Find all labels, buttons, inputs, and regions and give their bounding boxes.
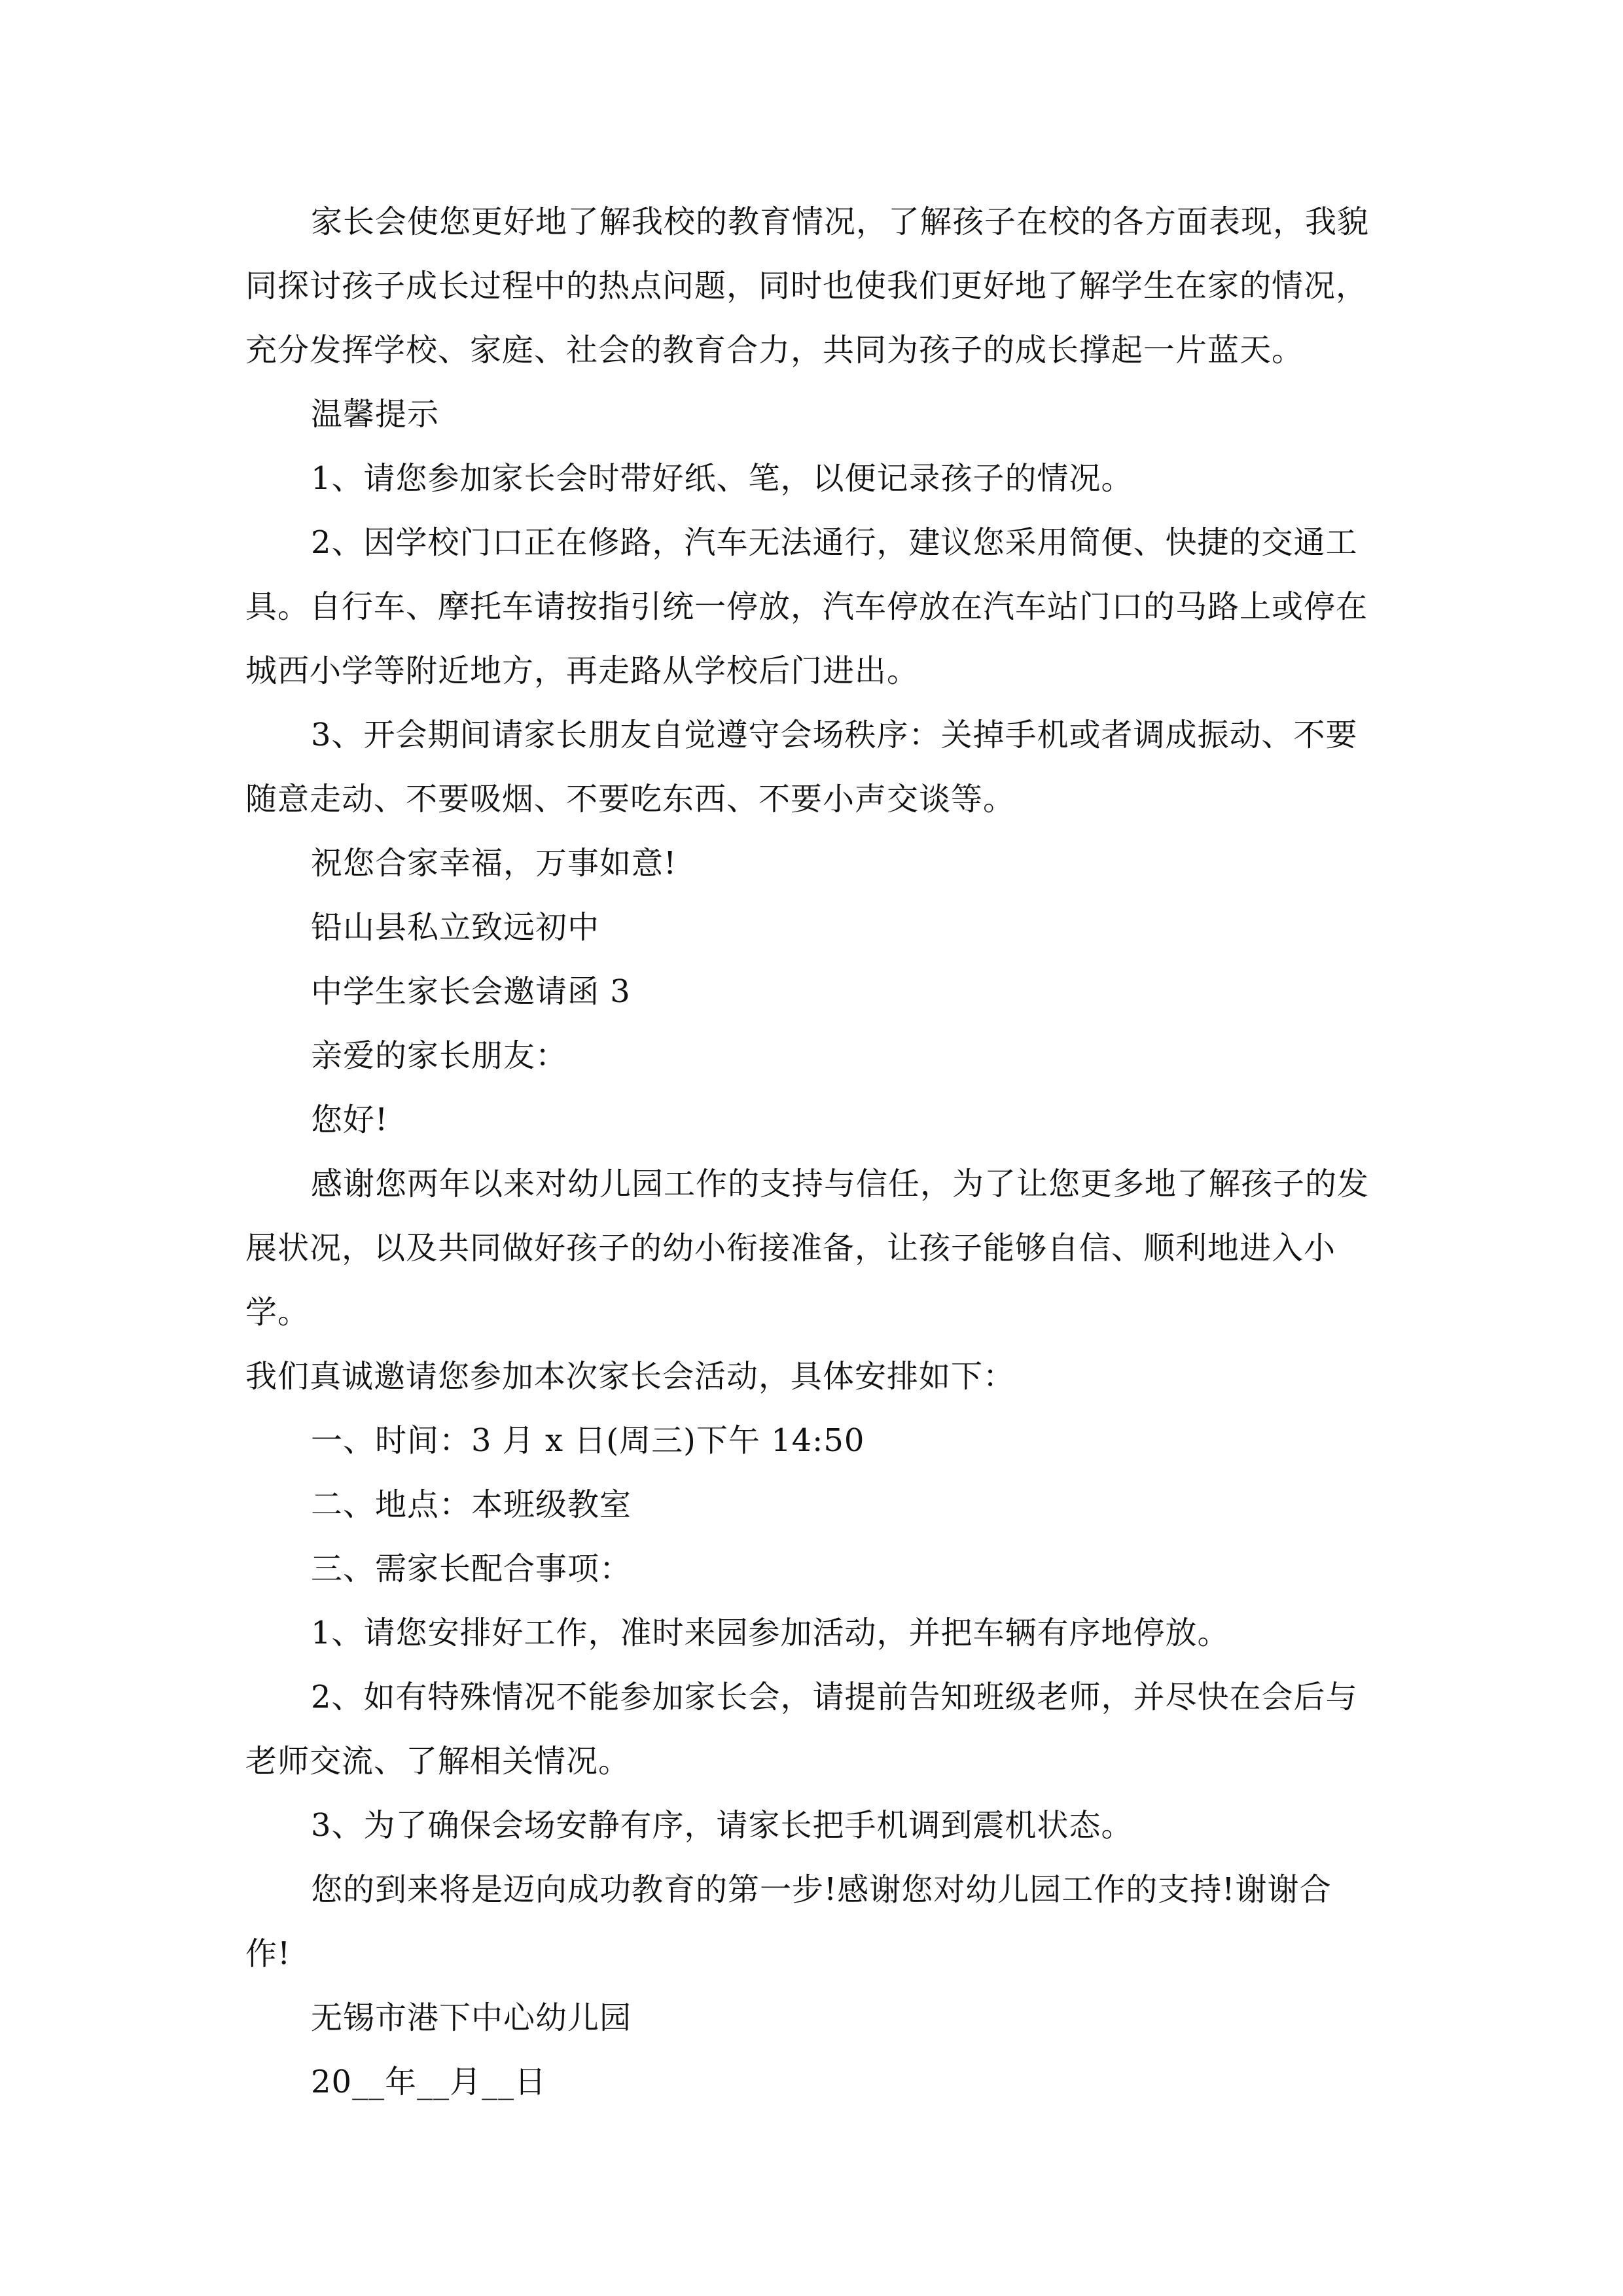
notice-item-2-line-2: 具。自行车、摩托车请按指引统一停放，汽车停放在汽车站门口的马路上或停在: [245, 588, 1368, 625]
blessing-line: 祝您合家幸福，万事如意!: [311, 845, 677, 882]
paragraph-line: 充分发挥学校、家庭、社会的教育合力，共同为孩子的成长撑起一片蓝天。: [245, 332, 1304, 368]
notice-item-1: 1、请您参加家长会时带好纸、笔，以便记录孩子的情况。: [311, 460, 1133, 497]
cooperation-item-3: 3、为了确保会场安静有序，请家长把手机调到震机状态。: [311, 1807, 1133, 1844]
notice-item-3-line-2: 随意走动、不要吸烟、不要吃东西、不要小声交谈等。: [245, 781, 1016, 817]
paragraph-line: 同探讨孩子成长过程中的热点问题，同时也使我们更好地了解学生在家的情况，: [245, 268, 1368, 304]
cooperation-item-1: 1、请您安排好工作，准时来园参加活动，并把车辆有序地停放。: [311, 1615, 1230, 1651]
cooperation-item-2-line-1: 2、如有特殊情况不能参加家长会，请提前告知班级老师，并尽快在会后与: [311, 1679, 1358, 1715]
time-line: 一、时间：3 月 x 日(周三)下午 14:50: [311, 1422, 865, 1459]
invitation-body-line-3: 我们真诚邀请您参加本次家长会活动，具体安排如下：: [245, 1358, 1016, 1395]
section-heading: 温馨提示: [311, 396, 440, 433]
kindergarten-signature: 无锡市港下中心幼儿园: [311, 2000, 632, 2036]
notice-item-3-line-1: 3、开会期间请家长朋友自觉遵守会场秩序：关掉手机或者调成振动、不要: [311, 717, 1358, 753]
location-line: 二、地点：本班级教室: [311, 1486, 632, 1523]
document-page: [245, 190, 1384, 2114]
closing-line-1: 您的到来将是迈向成功教育的第一步!感谢您对幼儿园工作的支持!谢谢合: [311, 1871, 1332, 1908]
greeting: 您好!: [311, 1102, 389, 1138]
invitation-body-line-2: 展状况，以及共同做好孩子的幼小衔接准备，让孩子能够自信、顺利地进入小学。: [245, 1230, 1336, 1331]
cooperation-heading: 三、需家长配合事项：: [311, 1551, 632, 1587]
school-signature: 铅山县私立致远初中: [311, 909, 600, 946]
salutation: 亲爱的家长朋友：: [311, 1037, 568, 1074]
paragraph-line: 家长会使您更好地了解我校的教育情况，了解孩子在校的各方面表现，我貌: [311, 204, 1370, 240]
notice-item-2-line-1: 2、因学校门口正在修路，汽车无法通行，建议您采用简便、快捷的交通工: [311, 524, 1358, 561]
notice-item-2-line-3: 城西小学等附近地方，再走路从学校后门进出。: [245, 653, 919, 689]
cooperation-item-2-line-2: 老师交流、了解相关情况。: [245, 1743, 631, 1780]
closing-line-2: 作!: [245, 1935, 291, 1972]
section-title: 中学生家长会邀请函 3: [311, 973, 631, 1010]
invitation-body-line-1: 感谢您两年以来对幼儿园工作的支持与信任，为了让您更多地了解孩子的发: [311, 1166, 1370, 1202]
date-line: 20__年__月__日: [311, 2064, 547, 2100]
